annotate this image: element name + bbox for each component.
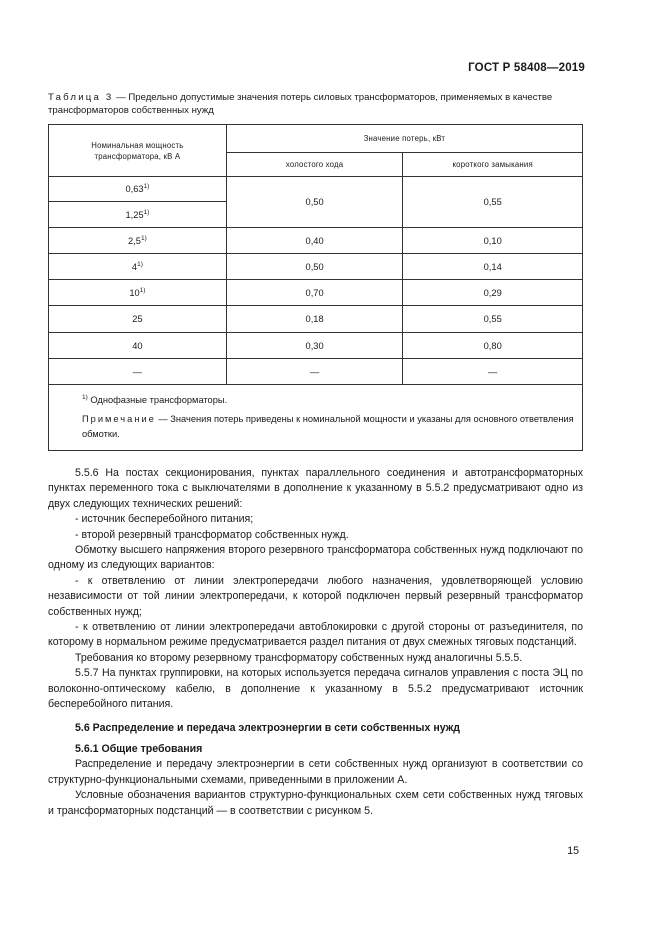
subsection-heading: 5.6.1 Общие требования	[75, 742, 203, 755]
table-caption-text: — Предельно допустимые значения потерь силовых трансформаторов, применяемых в качестве трансформаторов собственных нужд	[48, 92, 553, 116]
losses-table	[48, 124, 583, 451]
header-idle: холостого хода	[226, 153, 403, 177]
table-caption	[48, 92, 584, 117]
power-cell: 40	[49, 333, 227, 359]
table-notes-row	[49, 385, 583, 451]
idle-cell-merged: 0,50	[226, 177, 403, 228]
table-row	[49, 306, 583, 333]
power-cell: 2,5$^{1)}$	[49, 228, 227, 254]
idle-cell: 0,30	[226, 333, 403, 359]
power-cell: 25	[49, 306, 227, 333]
power-cell: —	[49, 359, 227, 385]
idle-cell: 0,70	[226, 280, 403, 306]
table-row	[49, 228, 583, 254]
table-note: Примечание — Значения потерь приведены к номинальной мощности и указаны для основного ответвления обмотки.	[82, 414, 574, 439]
power-cell: 4$^{1)}$	[49, 254, 227, 280]
document-code: ГОСТ Р 58408—2019	[468, 62, 585, 74]
idle-cell: 0,40	[226, 228, 403, 254]
short-cell: 0,29	[403, 280, 583, 306]
power-cell: 0,63$^{1)}$	[49, 177, 227, 202]
body-text	[48, 466, 583, 819]
list-item: - второй резервный трансформатор собственных нужд.	[75, 528, 349, 541]
short-cell: 0,10	[403, 228, 583, 254]
section-heading: 5.6 Распределение и передача электроэнергии в сети собственных нужд	[75, 721, 460, 734]
header-short-circuit: короткого замыкания	[403, 153, 583, 177]
paragraph: 5.5.6 На постах секционирования, пунктах параллельного соединения и автотрансформаторных пунктах переменного тока с выключателями в дополнение к указанному в 5.5.2 предусматривают одно из двух следующих технических решений:	[48, 467, 583, 510]
paragraph: Обмотку высшего напряжения второго резервного трансформатора собственных нужд подключают по одному из следующих вариантов:	[48, 544, 583, 572]
idle-cell: 0,18	[226, 306, 403, 333]
paragraph: Требования ко второму резервному трансформатору собственных нужд аналогичны 5.5.5.	[75, 651, 523, 664]
list-item: - к ответвлению от линии электропередачи любого назначения, удовлетворяющей условию независимости от той линии электропередачи, к которой подключен первый резервный трансформатор собственных нужд;	[48, 574, 583, 618]
list-item: - источник бесперебойного питания;	[75, 513, 254, 526]
short-cell: 0,55	[403, 306, 583, 333]
page-number: 15	[567, 845, 579, 857]
idle-cell: —	[226, 359, 403, 385]
short-cell: —	[403, 359, 583, 385]
table-row	[49, 177, 583, 202]
paragraph: 5.5.7 На пунктах группировки, на которых используется передача сигналов управления с поста ЭЦ по волоконно-оптическому кабелю, в дополнение к указанному в 5.5.2 предусматривают источник бесперебойного питания.	[48, 667, 583, 711]
table-notes	[49, 385, 583, 451]
short-cell-merged: 0,55	[403, 177, 583, 228]
list-item: - к ответвлению от линии электропередачи автоблокировки с другой стороны от разъединителя, по которому в нормальном режиме предусматривается раздел питания от двух смежных тяговых подстанций.	[48, 621, 583, 649]
table-row	[49, 333, 583, 359]
table-caption-label: Таблица 3	[48, 92, 114, 103]
power-cell: 10$^{1)}$	[49, 280, 227, 306]
paragraph: Распределение и передачу электроэнергии в сети собственных нужд организуют в соответствии со структурно-функциональными схемами, приведенными в приложении А.	[48, 758, 583, 786]
idle-cell: 0,50	[226, 254, 403, 280]
power-cell: 1,25$^{1)}$	[49, 202, 227, 228]
table-row	[49, 359, 583, 385]
short-cell: 0,80	[403, 333, 583, 359]
footnote: $^{1)}$ Однофазные трансформаторы.	[82, 394, 228, 405]
header-loss-value: Значение потерь, кВт	[226, 125, 582, 153]
short-cell: 0,14	[403, 254, 583, 280]
paragraph: Условные обозначения вариантов структурно-функциональных схем сети собственных нужд тяговых и трансформаторных подстанций — в соответствии с рисунком 5.	[48, 789, 583, 817]
table-row	[49, 254, 583, 280]
header-nominal-power: Номинальная мощность трансформатора, кВ А	[49, 125, 227, 177]
table-row	[49, 280, 583, 306]
